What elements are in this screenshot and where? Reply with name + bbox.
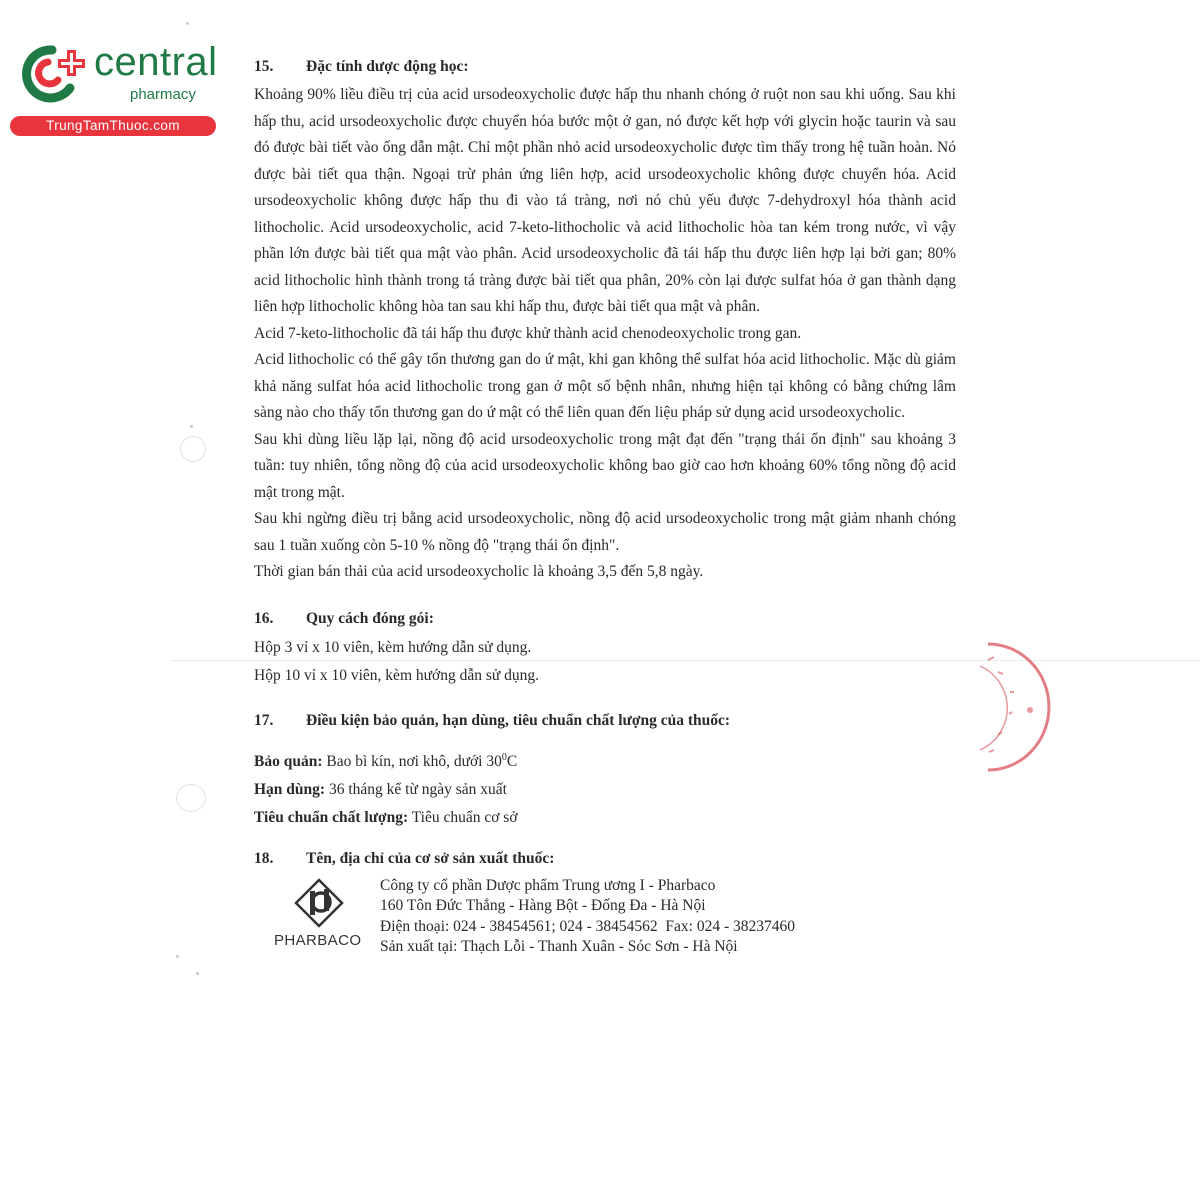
storage-value: Bao bì kín, nơi khô, dưới 30 bbox=[326, 752, 502, 770]
storage-line bbox=[254, 744, 956, 776]
paragraph: Sau khi dùng liều lặp lại, nồng độ acid ursodeoxycholic trong mật đạt đến "trạng thái ổn định" sau khoảng 3 tuần: tuy nhiên, tổng nồng độ của acid ursodeoxycholic không bao giờ cao hơn khoảng 60% tổng nồng độ acid mật trong mật. bbox=[254, 430, 956, 501]
section-number: 15. bbox=[254, 58, 274, 75]
punch-hole bbox=[176, 784, 206, 812]
packaging-line: Hộp 10 vỉ x 10 viên, kèm hướng dẫn sử dụng. bbox=[254, 666, 540, 684]
degree-superscript: 0 bbox=[501, 751, 507, 763]
document-body bbox=[254, 58, 956, 960]
section-15-heading bbox=[254, 58, 956, 82]
section-16-heading bbox=[254, 610, 956, 634]
section-title: Đặc tính dược động học: bbox=[306, 58, 469, 75]
section-number: 16. bbox=[254, 609, 274, 627]
paragraph: Acid 7-keto-lithocholic đã tái hấp thu được khử thành acid chenodeoxycholic trong gan. bbox=[254, 324, 802, 342]
section-18-heading bbox=[254, 850, 956, 874]
brand-logo bbox=[8, 36, 218, 140]
quality-standard-value: Tiêu chuẩn cơ sở bbox=[411, 808, 518, 826]
section-number: 18. bbox=[254, 849, 274, 867]
brand-tagline: pharmacy bbox=[130, 86, 196, 103]
pharbaco-logo-text: PHARBACO bbox=[274, 931, 362, 949]
section-title: Quy cách đóng gói: bbox=[306, 609, 434, 627]
brand-website-link[interactable]: TrungTamThuoc.com bbox=[10, 116, 216, 136]
manufacturer-line: Sản xuất tại: Thạch Lỗi - Thanh Xuân - Sóc Sơn - Hà Nội bbox=[380, 938, 738, 956]
central-pharmacy-logo-icon bbox=[12, 40, 88, 104]
scan-speck bbox=[190, 425, 193, 428]
manufacturer-line: Điện thoại: 024 - 38454561; 024 - 38454562 Fax: 024 - 38237460 bbox=[380, 917, 796, 935]
quality-standard-label: Tiêu chuẩn chất lượng: bbox=[254, 808, 409, 826]
paragraph: Acid lithocholic có thể gây tổn thương gan do ứ mật, khi gan không thể sulfat hóa acid lithocholic. Mặc dù giảm khả năng sulfat hóa acid lithocholic trong gan ở một số bệnh nhân, nhưng hiện tại không có bằng chứng lâm sàng nào cho thấy tổn thương gan do ứ mật có thể liên quan đến liệu pháp sử dụng acid ursodeoxycholic. bbox=[254, 351, 956, 421]
section-title: Tên, địa chỉ của cơ sở sản xuất thuốc: bbox=[306, 849, 555, 867]
paragraph: Sau khi ngừng điều trị bằng acid ursodeoxycholic, nồng độ acid ursodeoxycholic trong mật giảm nhanh chóng sau 1 tuần xuống còn 5-10 % nồng độ "trạng thái ổn định". bbox=[254, 510, 956, 554]
scan-speck bbox=[186, 22, 189, 25]
shelf-life-line bbox=[254, 776, 956, 804]
storage-label: Bảo quản: bbox=[254, 752, 323, 770]
paragraph: Khoảng 90% liều điều trị của acid ursodeoxycholic được hấp thu nhanh chóng ở ruột non sau khi uống. Sau khi hấp thu, acid ursodeoxycholic được chuyển hóa bước một ở gan, nó được kết hợp với glycin hoặc taurin và sau đó được bài tiết vào ống dẫn mật. Chỉ một phần nhỏ acid ursodeoxycholic được tìm thấy trong hệ tuần hoàn. Nó được bài tiết qua thận. Ngoại trừ phản ứng liên hợp, acid ursodeoxycholic không được chuyển hóa. Acid ursodeoxycholic không được hấp thu đi vào tá tràng, nơi nó chủ yếu được 7-dehydroxyl hóa thành acid lithocholic. Acid ursodeoxycholic, acid 7-keto-lithocholic và acid lithocholic hòa tan kém trong nước, vì vậy phần lớn được bài tiết qua mật vào phân. Acid ursodeoxycholic đã tái hấp thu được liên hợp lại bởi gan; 80% acid lithocholic hình thành trong tá tràng được bài tiết qua phân, 20% còn lại được sulfat hóa ở gan thành dạng liên hợp lithocholic không hòa tan sau khi hấp thu, được bài tiết qua mật và phân. bbox=[254, 86, 956, 315]
red-stamp-seal-icon bbox=[958, 632, 1068, 782]
section-title: Điều kiện bảo quản, hạn dùng, tiêu chuẩn chất lượng của thuốc: bbox=[306, 711, 731, 729]
storage-unit: C bbox=[506, 752, 518, 770]
paragraph: Thời gian bán thải của acid ursodeoxycholic là khoảng 3,5 đến 5,8 ngày. bbox=[254, 563, 704, 580]
manufacturer-block bbox=[254, 876, 956, 960]
manufacturer-line: Công ty cổ phần Dược phẩm Trung ương I - Pharbaco bbox=[380, 876, 716, 894]
manufacturer-details bbox=[380, 876, 795, 958]
section-17-heading bbox=[254, 712, 956, 736]
section-number: 17. bbox=[254, 711, 274, 729]
pharbaco-logo-icon bbox=[294, 878, 344, 928]
quality-standard-line bbox=[254, 804, 956, 832]
manufacturer-line: 160 Tôn Đức Thắng - Hàng Bột - Đống Đa - Hà Nội bbox=[380, 897, 706, 915]
shelf-life-label: Hạn dùng: bbox=[254, 780, 326, 798]
punch-hole bbox=[180, 436, 206, 462]
packaging-line: Hộp 3 vỉ x 10 viên, kèm hướng dẫn sử dụng. bbox=[254, 638, 532, 656]
scan-speck bbox=[176, 955, 179, 958]
scan-speck bbox=[196, 972, 199, 975]
brand-name: central bbox=[94, 40, 218, 84]
shelf-life-value: 36 tháng kể từ ngày sản xuất bbox=[328, 780, 507, 798]
